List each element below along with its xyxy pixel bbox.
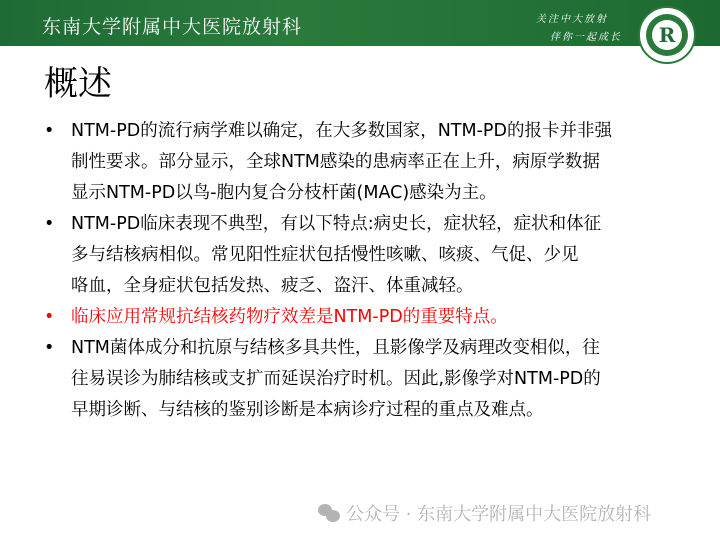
bullet-dot: •	[44, 214, 55, 234]
bullet-line: 往易误诊为肺结核或支扩而延误治疗时机。因此,影像学对NTM-PD的	[71, 369, 601, 389]
bullet-line: 咯血，全身症状包括发热、疲乏、盗汗、体重减轻。	[71, 276, 474, 296]
logo-letter: R	[652, 20, 682, 50]
header-banner	[0, 0, 720, 46]
wechat-icon	[318, 504, 340, 522]
slide-title: 概述	[44, 64, 112, 104]
bullet-line: 早期诊断、与结核的鉴别诊断是本病诊疗过程的重点及难点。	[71, 400, 544, 420]
header-title: 东南大学附属中大医院放射科	[42, 16, 303, 38]
bullet-item	[44, 209, 684, 302]
bullet-line: NTM-PD的流行病学难以确定，在大多数国家，NTM-PD的报卡并非强	[71, 121, 612, 141]
bullet-list	[44, 116, 684, 426]
bullet-item-highlighted	[44, 302, 684, 333]
watermark-text: 公众号 · 东南大学附属中大医院放射科	[346, 504, 652, 525]
bullet-dot: •	[44, 338, 55, 358]
bullet-line: NTM-PD临床表现不典型，有以下特点:病史长，症状轻，症状和体征	[71, 214, 602, 234]
bullet-dot: •	[44, 121, 55, 141]
slogan-line-1: 关注中大放射	[536, 14, 608, 25]
watermark	[318, 500, 651, 526]
bullet-line: 显示NTM-PD以鸟-胞内复合分枝杆菌(MAC)感染为主。	[71, 183, 497, 203]
hospital-logo	[638, 6, 696, 64]
bullet-line: NTM菌体成分和抗原与结核多具共性，且影像学及病理改变相似，往	[71, 338, 600, 358]
bullet-item	[44, 116, 684, 209]
bullet-line: 制性要求。部分显示，全球NTM感染的患病率正在上升，病原学数据	[71, 152, 600, 172]
bullet-line: 临床应用常规抗结核药物疗效差是NTM-PD的重要特点。	[71, 307, 508, 327]
bullet-item	[44, 333, 684, 426]
bullet-dot: •	[44, 307, 55, 327]
slogan-line-2: 伴你一起成长	[550, 32, 622, 43]
bullet-line: 多与结核病相似。常见阳性症状包括慢性咳嗽、咳痰、气促、少见	[71, 245, 579, 265]
